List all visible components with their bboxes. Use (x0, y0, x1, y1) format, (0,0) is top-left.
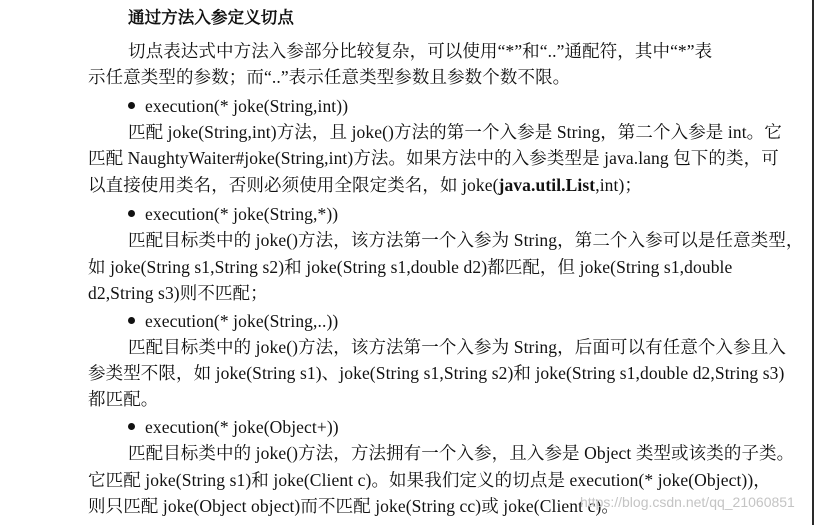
bullet-4-line-3: 则只匹配 joke(Object object)而不匹配 joke(String cc)或 joke(Client c)。 (88, 496, 619, 516)
intro-line-1: 切点表达式中方法入参部分比较复杂，可以使用“*”和“..”通配符，其中“*”表 (128, 41, 713, 61)
bullet-dot-icon (128, 317, 135, 324)
bullet-2-line-3: d2,String s3)则不匹配； (88, 283, 268, 303)
bullet-4 (128, 416, 339, 438)
bullet-3-line-1: 匹配目标类中的 joke()方法，该方法第一个入参为 String，后面可以有任意个入参且入 (128, 337, 786, 357)
bullet-1-line-3-text: 以直接使用类名，否则必须使用全限定类名，如 joke( (88, 175, 499, 195)
intro-line-2: 示任意类型的参数；而“..”表示任意类型参数且参数个数不限。 (88, 67, 571, 87)
bullet-1-expression: execution(* joke(String,int)) (145, 96, 349, 116)
bullet-1 (128, 95, 348, 117)
bullet-2 (128, 203, 338, 225)
bullet-1-line-3-end: ,int)； (595, 175, 642, 195)
bullet-1-qualified-type: java.util.List (498, 175, 596, 195)
bullet-4-line-1: 匹配目标类中的 joke()方法，方法拥有一个入参，且入参是 Object 类型或该类的子类。 (128, 443, 795, 463)
bullet-1-line-2: 匹配 NaughtyWaiter#joke(String,int)方法。如果方法中的入参类型是 java.lang 包下的类，可 (88, 148, 779, 168)
bullet-2-line-1: 匹配目标类中的 joke()方法，该方法第一个入参为 String，第二个入参可以是任意类型， (128, 230, 804, 250)
bullet-2-line-2: 如 joke(String s1,String s2)和 joke(String s1,double d2)都匹配，但 joke(String s1,double (88, 257, 733, 277)
section-heading: 通过方法入参定义切点 (128, 8, 294, 27)
bullet-2-expression: execution(* joke(String,*)) (145, 204, 339, 224)
bullet-4-line-2: 它匹配 joke(String s1)和 joke(Client c)。如果我们定义的切点是 execution(* joke(Object))， (88, 470, 771, 490)
bullet-3-line-2: 参类型不限，如 joke(String s1)、joke(String s1,String s2)和 joke(String s1,double d2,String s3) (88, 363, 785, 383)
bullet-4-expression: execution(* joke(Object+)) (145, 417, 339, 437)
bullet-dot-icon (128, 102, 135, 109)
bullet-3-expression: execution(* joke(String,..)) (145, 311, 339, 331)
bullet-1-line-1: 匹配 joke(String,int)方法，且 joke()方法的第一个入参是 String，第二个入参是 int。它 (128, 122, 782, 142)
bullet-1-line-3 (88, 174, 642, 196)
bullet-dot-icon (128, 210, 135, 217)
page-edge-rule (812, 0, 814, 525)
watermark-url: https://blog.csdn.net/qq_21060851 (580, 494, 795, 510)
bullet-3-line-3: 都匹配。 (88, 389, 159, 409)
bullet-3 (128, 310, 338, 332)
bullet-dot-icon (128, 423, 135, 430)
